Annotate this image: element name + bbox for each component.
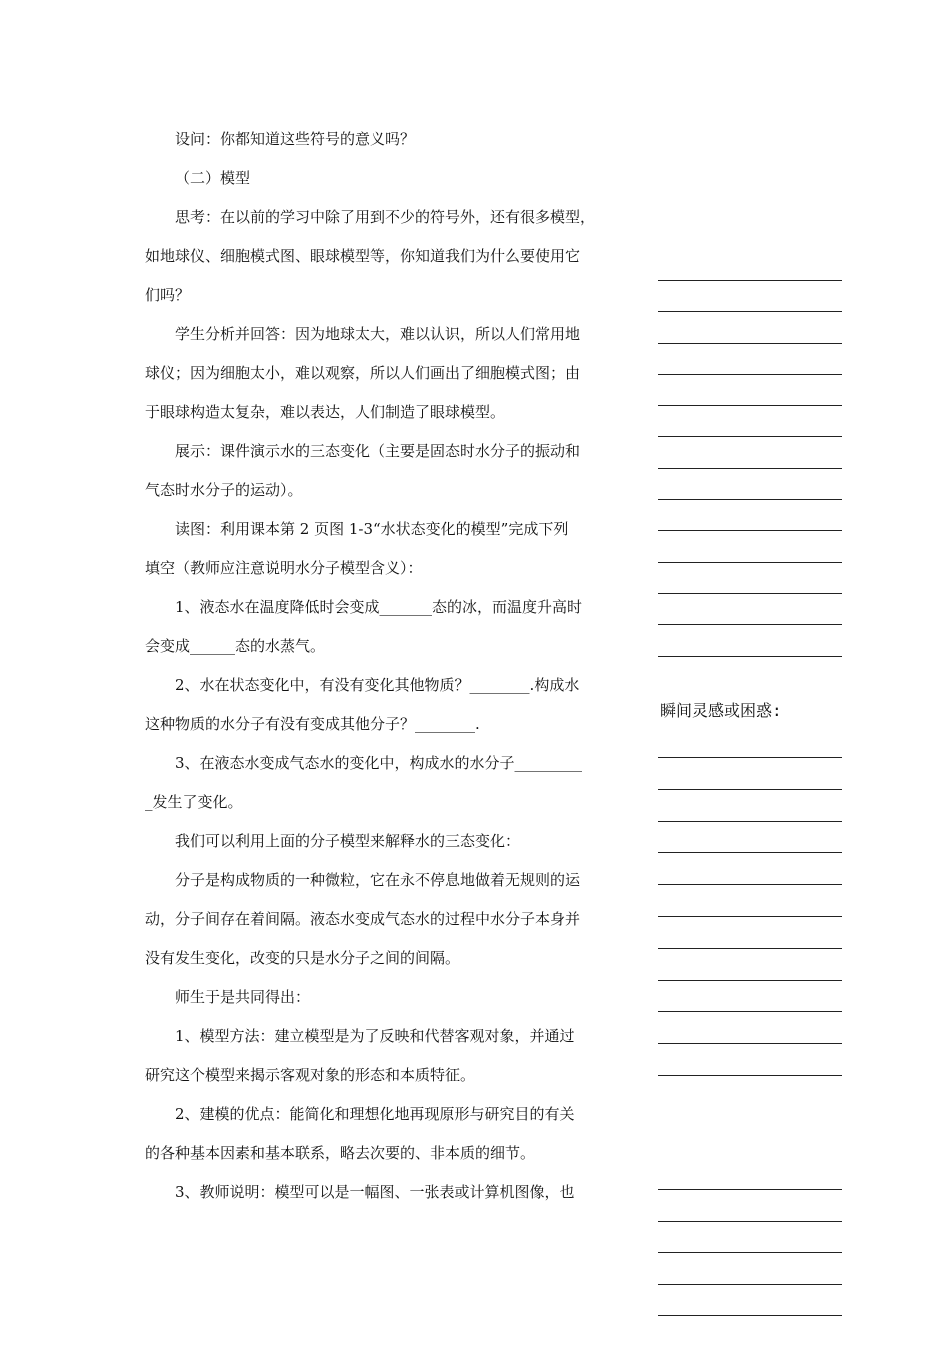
text-line: _发生了变化。 xyxy=(145,793,243,811)
text-line: 于眼球构造太复杂，难以表达，人们制造了眼球模型。 xyxy=(145,403,506,421)
note-line xyxy=(658,374,842,375)
text-line: 学生分析并回答：因为地球太大，难以认识，所以人们常用地 xyxy=(175,325,581,343)
note-line xyxy=(658,757,842,758)
text-line: 思考：在以前的学习中除了用到不少的符号外，还有很多模型， xyxy=(175,208,596,226)
note-line xyxy=(658,1075,842,1076)
note-line xyxy=(658,530,842,531)
note-line xyxy=(658,280,842,281)
note-line xyxy=(658,405,842,406)
text-line: 3、在液态水变成气态水的变化中，构成水的水分子_________ xyxy=(175,754,583,772)
text-line: 没有发生变化，改变的只是水分子之间的间隔。 xyxy=(145,949,461,967)
text-line: 2、水在状态变化中，有没有变化其他物质？________.构成水 xyxy=(175,676,580,694)
note-line xyxy=(658,1011,842,1012)
note-line xyxy=(658,311,842,312)
note-line xyxy=(658,1284,842,1285)
note-line xyxy=(658,468,842,469)
note-line xyxy=(658,1315,842,1316)
text-line: 分子是构成物质的一种微粒，它在永不停息地做着无规则的运 xyxy=(175,871,581,889)
note-line xyxy=(658,1252,842,1253)
note-line xyxy=(658,821,842,822)
note-line xyxy=(658,1189,842,1190)
text-line: 展示：课件演示水的三态变化（主要是固态时水分子的振动和 xyxy=(175,442,581,460)
text-line: （二）模型 xyxy=(175,169,251,187)
text-line: 填空（教师应注意说明水分子模型含义）： xyxy=(145,559,423,577)
text-line: 1、模型方法：建立模型是为了反映和代替客观对象，并通过 xyxy=(175,1027,575,1045)
notes-lines-middle xyxy=(658,757,842,1107)
text-line: 3、教师说明：模型可以是一幅图、一张表或计算机图像，也 xyxy=(175,1183,575,1201)
note-line xyxy=(658,562,842,563)
text-line: 2、建模的优点：能简化和理想化地再现原形与研究目的有关 xyxy=(175,1105,575,1123)
text-line: 1、液态水在温度降低时会变成_______态的冰，而温度升高时 xyxy=(175,598,583,616)
note-line xyxy=(658,916,842,917)
notes-lines-top xyxy=(658,280,842,687)
note-line xyxy=(658,499,842,500)
note-line xyxy=(658,343,842,344)
text-line: 如地球仪、细胞模式图、眼球模型等，你知道我们为什么要使用它 xyxy=(145,247,581,265)
text-line: 们吗？ xyxy=(145,286,191,304)
text-line: 研究这个模型来揭示客观对象的形态和本质特征。 xyxy=(145,1066,476,1084)
note-line xyxy=(658,948,842,949)
note-line xyxy=(658,656,842,657)
note-line xyxy=(658,1043,842,1044)
notes-lines-bottom xyxy=(658,1189,842,1347)
text-line: 动，分子间存在着间隔。液态水变成气态水的过程中水分子本身并 xyxy=(145,910,581,928)
note-line xyxy=(658,624,842,625)
text-line: 这种物质的水分子有没有变成其他分子？________. xyxy=(145,715,480,733)
note-line xyxy=(658,436,842,437)
text-line: 的各种基本因素和基本联系，略去次要的、非本质的细节。 xyxy=(145,1144,536,1162)
note-line xyxy=(658,980,842,981)
text-line: 师生于是共同得出： xyxy=(175,988,311,1006)
note-line xyxy=(658,884,842,885)
note-line xyxy=(658,789,842,790)
text-line: 读图：利用课本第 2 页图 1-3“水状态变化的模型”完成下列 xyxy=(175,520,569,538)
note-line xyxy=(658,1221,842,1222)
text-line: 球仪；因为细胞太小，难以观察，所以人们画出了细胞模式图；由 xyxy=(145,364,581,382)
text-line: 会变成______态的水蒸气。 xyxy=(145,637,326,655)
text-line: 我们可以利用上面的分子模型来解释水的三态变化： xyxy=(175,832,521,850)
note-line xyxy=(658,593,842,594)
text-line: 设问：你都知道这些符号的意义吗？ xyxy=(175,130,416,148)
note-line xyxy=(658,852,842,853)
notes-label: 瞬间灵感或困惑: xyxy=(660,701,782,720)
text-line: 气态时水分子的运动）。 xyxy=(145,481,303,499)
main-text xyxy=(145,120,640,1212)
